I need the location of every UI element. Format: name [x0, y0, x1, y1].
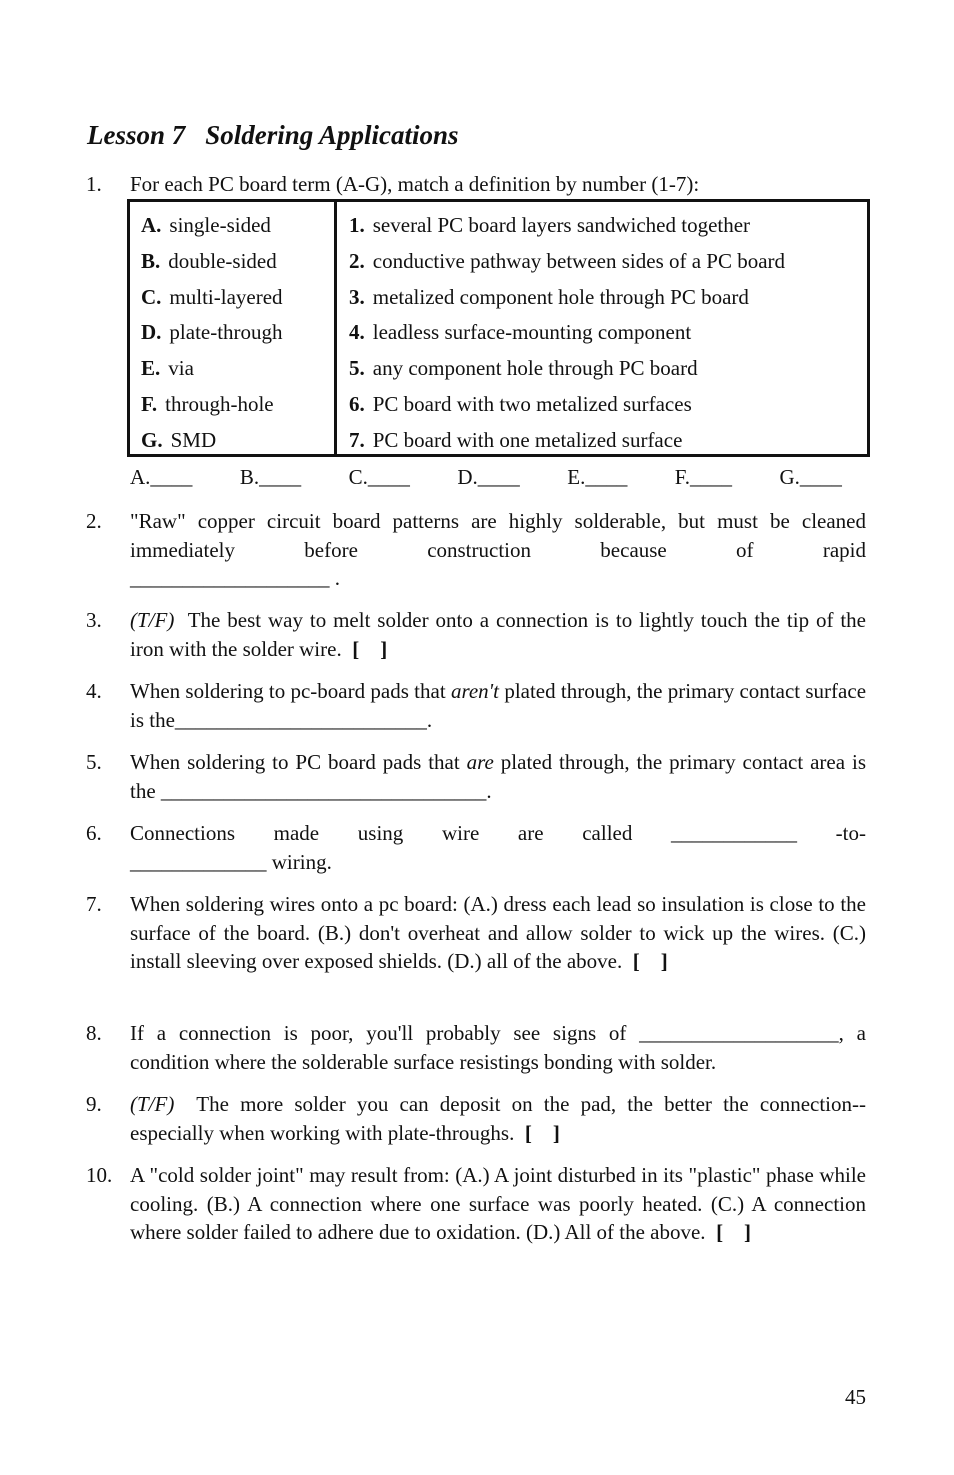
question-9 [86, 1090, 866, 1147]
question-number: 9. [86, 1092, 102, 1116]
term-row: F. through-hole [141, 391, 274, 416]
terms-column [141, 211, 283, 462]
definition-row: 6. PC board with two metalized surfaces [349, 391, 692, 416]
term-row: E. via [141, 356, 194, 381]
answer-blank-d[interactable]: D.____ [457, 465, 520, 489]
question-6-text: Connections made using wire are called ____________ -to- _____________ wiring. [130, 821, 866, 874]
term-row: G. SMD [141, 427, 217, 452]
question-8-text: If a connection is poor, you'll probably see signs of ___________________, a condition where the solderable surface resistings bonding with solder. [130, 1021, 866, 1074]
term-row: C. multi-layered [141, 284, 283, 309]
definition-row: 3. metalized component hole through PC board [349, 284, 749, 309]
question-number: 5. [86, 750, 102, 774]
question-number: 6. [86, 821, 102, 845]
question-1 [86, 170, 866, 199]
definition-row: 1. several PC board layers sandwiched together [349, 213, 751, 237]
question-number: 2. [86, 509, 102, 533]
answer-blank-a[interactable]: A.____ [130, 465, 193, 489]
answer-blanks [130, 463, 842, 491]
question-6 [86, 819, 866, 876]
question-3-text: (T/F) The best way to melt solder onto a connection is to lightly touch the tip of the iron with the solder wire. [ ] [130, 608, 866, 661]
definition-row: 4. leadless surface-mounting component [349, 320, 692, 345]
question-number: 1. [86, 172, 102, 196]
table-divider [334, 202, 337, 454]
lesson-title [87, 120, 459, 151]
question-2 [86, 507, 866, 593]
definition-row: 5. any component hole through PC board [349, 356, 698, 381]
question-9-text: (T/F) The more solder you can deposit on the pad, the better the connection--especially when working with plate-throughs. [ ] [130, 1092, 866, 1145]
definition-row: 2. conductive pathway between sides of a PC board [349, 248, 786, 273]
question-4 [86, 677, 866, 734]
question-10 [86, 1161, 866, 1247]
answer-bracket[interactable]: [ ] [632, 949, 668, 974]
true-false-label: (T/F) [130, 1092, 175, 1116]
question-number: 3. [86, 608, 102, 632]
answer-blank-g[interactable]: G.____ [779, 465, 842, 489]
answer-blank-e[interactable]: E.____ [567, 465, 628, 489]
question-4-text: When soldering to pc-board pads that aren't plated through, the primary contact surface is the________________________. [130, 679, 867, 732]
question-5-text: When soldering to PC board pads that are plated through, the primary contact area is the _______________________________. [130, 750, 866, 803]
answer-bracket[interactable]: [ ] [352, 636, 388, 661]
question-3 [86, 606, 866, 663]
definition-row: 7. PC board with one metalized surface [349, 427, 683, 452]
question-number: 7. [86, 892, 102, 916]
answer-blank-f[interactable]: F.____ [674, 465, 733, 489]
page-number: 45 [845, 1385, 866, 1409]
true-false-label: (T/F) [130, 608, 175, 632]
question-7 [86, 890, 866, 976]
matching-table [127, 199, 870, 457]
question-10-text: A "cold solder joint" may result from: (A.) A joint disturbed in its "plastic" phase while cooling. (B.) A connection where one surface was poorly heated. (C.) A connection where solder failed to adhere due to oxidation. (D.) All of the above. [ ] [130, 1163, 866, 1245]
question-7-text: When soldering wires onto a pc board: (A.) dress each lead so insulation is close to the surface of the board. (B.) don't overheat and allow solder to wick up the wires. (C.) install sleeving over exposed shields. (D.) all of the above. [ ] [130, 892, 866, 974]
question-number: 4. [86, 679, 102, 703]
answer-bracket[interactable]: [ ] [524, 1120, 560, 1145]
question-number: 10. [86, 1163, 113, 1187]
question-5 [86, 748, 866, 805]
question-2-blank[interactable]: ___________________ . [130, 566, 340, 591]
question-1-prompt: For each PC board term (A-G), match a definition by number (1-7): [130, 172, 700, 196]
question-8 [86, 1019, 866, 1076]
answer-blank-b[interactable]: B.____ [239, 465, 302, 489]
lesson-label: Lesson 7 [87, 120, 186, 150]
question-2-text: "Raw" copper circuit board patterns are highly solderable, but must be cleaned immediately before construction because of rapid ___________________ . [130, 509, 866, 591]
question-number: 8. [86, 1021, 102, 1045]
answer-bracket[interactable]: [ ] [716, 1220, 752, 1245]
term-row: B. double-sided [141, 248, 277, 273]
lesson-name: Soldering Applications [205, 120, 459, 150]
definitions-column [349, 211, 785, 462]
answer-blank-c[interactable]: C.____ [348, 465, 410, 489]
term-row: D. plate-through [141, 320, 283, 345]
term-row: A. single-sided [141, 213, 271, 237]
